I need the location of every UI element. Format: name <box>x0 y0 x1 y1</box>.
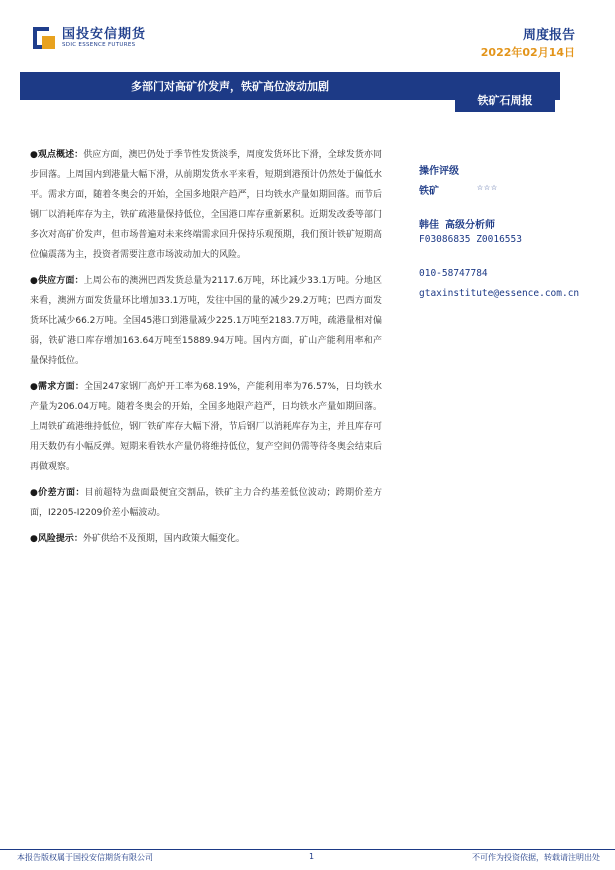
paragraph-overview: ●观点概述：供应方面，澳巴仍处于季节性发货淡季，周度发货环比下滑，全球发货亦同步回落。上周国内到港量大幅下滑，从前期发货水平来看，短期到港预计仍然处于偏低水平。需求方面，随着冬奥会的开始，全国多地限产趋严，日均铁水产量如期回落。而节后钢厂以消耗库存为主，铁矿疏港量保持低位，全国港口库存重新累积。近期发改委等部门多次对高矿价发声，但市场普遍对未来终端需求回升保持乐观预期，我们预计铁矿短期高位偏震荡为主，投资者需要注意市场波动加大的风险。 <box>30 150 382 260</box>
paragraph-spread: ●价差方面：目前超特为盘面最便宜交割品，铁矿主力合约基差低位波动；跨期价差方面，I2205-I2209价差小幅波动。 <box>30 488 382 518</box>
rating-row <box>419 182 609 204</box>
sidebar-info <box>419 162 609 299</box>
report-title: 多部门对高矿价发声，铁矿高位波动加剧 <box>131 80 329 93</box>
paragraph-demand: ●需求方面：全国247家钢厂高炉开工率为68.19%，产能利用率为76.57%，日均铁水产量为206.04万吨。随着冬奥会的开始，全国多地限产趋严，日均铁水产量如期回落。上周铁矿疏港维持低位，钢厂铁矿库存大幅下滑，节后钢厂以消耗库存为主，并且库存可用天数仍有小幅反弹。短期来看铁水产量仍将维持低位，复产空间仍需等待冬奥会结束后再做观察。 <box>30 382 382 472</box>
section-tab-label: 铁矿石周报 <box>477 94 533 107</box>
logo-cn-text: 国投安信期货 <box>62 27 147 42</box>
contact-phone: 010-58747784 <box>419 268 488 279</box>
section-tab <box>455 86 555 112</box>
logo-mark-icon <box>33 27 57 49</box>
logo-en-text: SDIC ESSENCE FUTURES <box>62 42 136 48</box>
analyst-codes: F03086835 Z0016553 <box>419 234 522 245</box>
rating-item: 铁矿 <box>419 186 439 197</box>
analyst-name: 韩佳 高级分析师 <box>419 220 496 231</box>
footer-copyright: 本报告版权属于国投安信期货有限公司 <box>17 853 153 862</box>
company-logo <box>33 27 146 49</box>
rating-stars-icon: ☆☆☆ <box>477 182 499 193</box>
report-type: 周度报告 <box>522 28 575 43</box>
footer-disclaimer: 不可作为投资依据，转载请注明出处 <box>472 853 600 862</box>
rating-title: 操作评级 <box>419 166 459 177</box>
paragraph-supply: ●供应方面：上周公布的澳洲巴西发货总量为2117.6万吨，环比减少33.1万吨。分地区来看，澳洲方面发货量环比增加33.1万吨，发往中国的量的减少29.2万吨；巴西方面发货环比减少66.2万吨。全国45港口到港量减少225.1万吨至2183.7万吨，疏港量相对偏弱，铁矿港口库存增加163.64万吨至15889.94万吨。国内方面，矿山产能利用率和产量保持低位。 <box>30 276 382 366</box>
footer-divider <box>0 849 615 850</box>
contact-email[interactable]: gtaxinstitute@essence.com.cn <box>419 288 580 299</box>
report-body <box>30 145 382 555</box>
report-date: 2022年02月14日 <box>480 46 575 59</box>
paragraph-risk: ●风险提示：外矿供给不及预期，国内政策大幅变化。 <box>30 534 245 544</box>
page-number: 1 <box>309 852 315 861</box>
